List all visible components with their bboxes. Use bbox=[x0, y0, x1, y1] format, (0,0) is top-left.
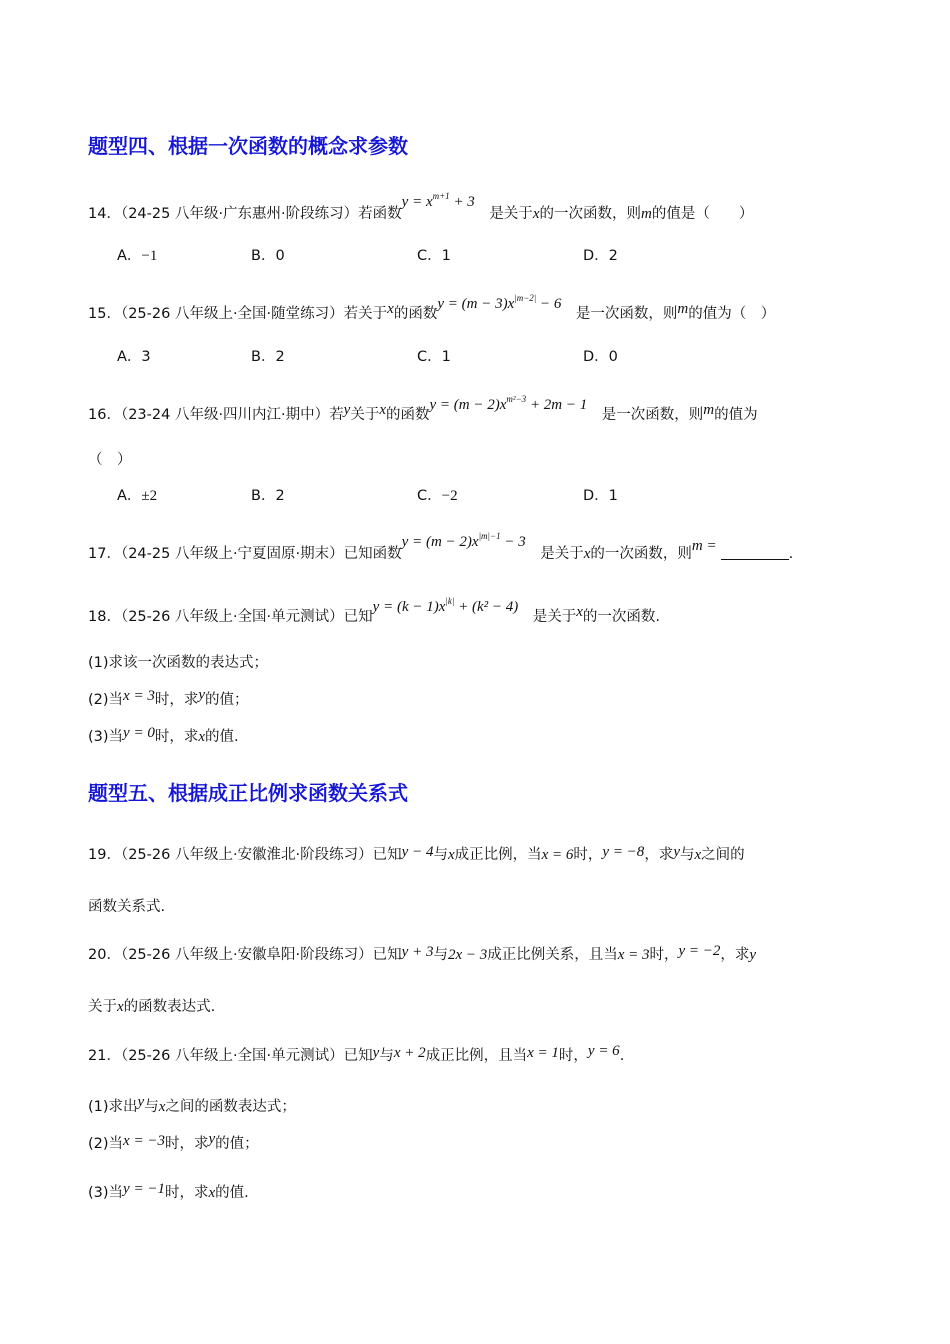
formula bbox=[429, 394, 588, 413]
question-text: 已知 bbox=[343, 609, 373, 625]
question-text: 成正比例，当 bbox=[454, 847, 542, 863]
option-a bbox=[117, 347, 151, 367]
variable: x bbox=[447, 847, 455, 863]
math-expression: y = −2 bbox=[678, 943, 721, 959]
variable: x bbox=[208, 1185, 216, 1201]
question-text: 若 bbox=[329, 407, 344, 423]
sub-question-2 bbox=[88, 1131, 259, 1154]
formula-exponent: m²−3 bbox=[506, 394, 527, 404]
option-label: C． bbox=[417, 488, 442, 504]
question-text: 是一次函数，则 bbox=[601, 407, 704, 423]
variable: x bbox=[198, 729, 205, 745]
math-expression: x = 1 bbox=[527, 1045, 559, 1061]
formula-exponent: |k| bbox=[445, 596, 455, 606]
question-19 bbox=[88, 845, 745, 865]
option-label: B． bbox=[251, 488, 276, 504]
question-number: 17． bbox=[88, 546, 121, 562]
option-value: 2 bbox=[275, 349, 285, 365]
variable: x bbox=[158, 1099, 166, 1115]
formula-base: y = (m − 3)x bbox=[437, 296, 515, 312]
question-text: ，求 bbox=[644, 847, 674, 863]
sub-text: 与 bbox=[144, 1099, 159, 1115]
answer-blank[interactable] bbox=[721, 545, 789, 560]
sub-text: 时，求 bbox=[164, 1136, 209, 1152]
section-heading-4: 题型四、根据一次函数的概念求参数 bbox=[88, 134, 408, 158]
formula-exponent: |m|−1 bbox=[478, 531, 501, 541]
formula-base: y = (m − 2)x bbox=[401, 534, 479, 550]
option-label: A． bbox=[117, 488, 142, 504]
option-b bbox=[251, 347, 285, 367]
formula-base: y = (k − 1)x bbox=[372, 599, 446, 615]
option-value: ±2 bbox=[141, 488, 158, 504]
sub-text: (3)当 bbox=[88, 729, 124, 745]
sub-text: (2)当 bbox=[88, 1136, 124, 1152]
sub-question-1: (1)求该一次函数的表达式； bbox=[88, 655, 269, 671]
option-label: B． bbox=[251, 248, 276, 264]
question-text: 是关于 bbox=[489, 206, 533, 222]
option-c bbox=[417, 486, 458, 506]
formula-tail: + 3 bbox=[449, 194, 475, 210]
option-label: A． bbox=[117, 248, 142, 264]
question-text: 关于 bbox=[350, 407, 380, 423]
variable: m bbox=[703, 402, 715, 418]
formula-exponent: |m−2| bbox=[514, 293, 537, 303]
question-text: 与 bbox=[433, 947, 448, 963]
question-source: （23-24 八年级·四川内江·期中） bbox=[120, 407, 330, 423]
question-text: 时， bbox=[558, 1048, 588, 1064]
answer-parens: （ ） bbox=[88, 452, 132, 468]
sub-text: 时，求 bbox=[154, 692, 199, 708]
math-expression: x = 6 bbox=[541, 847, 574, 863]
option-value: 1 bbox=[441, 248, 451, 264]
question-text: 成正比例，且当 bbox=[425, 1048, 528, 1064]
question-text: 已知函数 bbox=[343, 546, 402, 562]
variable: x bbox=[379, 402, 387, 418]
sub-text: 的值； bbox=[215, 1136, 259, 1152]
math-expression: x = −3 bbox=[123, 1133, 165, 1149]
option-label: B． bbox=[251, 349, 276, 365]
sub-text: 之间的函数表达式； bbox=[165, 1099, 296, 1115]
question-text: 若关于 bbox=[343, 306, 388, 322]
sub-text: 时，求 bbox=[154, 729, 199, 745]
option-value: 2 bbox=[608, 248, 618, 264]
math-expression: x + 2 bbox=[393, 1045, 426, 1061]
question-text: 已知 bbox=[372, 947, 402, 963]
question-text: 若函数 bbox=[358, 206, 402, 222]
math-expression: y − 4 bbox=[401, 844, 434, 860]
option-a bbox=[117, 246, 157, 266]
option-value: 1 bbox=[608, 488, 618, 504]
formula-base: y = x bbox=[401, 194, 433, 210]
question-text: 的值是（ ） bbox=[651, 206, 754, 222]
variable: x bbox=[583, 546, 591, 562]
variable: y bbox=[343, 402, 351, 418]
option-label: A． bbox=[117, 349, 142, 365]
question-text: 成正比例关系，且当 bbox=[487, 947, 618, 963]
variable: x bbox=[576, 604, 583, 620]
math-expression: y + 3 bbox=[401, 944, 434, 960]
question-20 bbox=[88, 945, 756, 965]
question-number: 21． bbox=[88, 1048, 121, 1064]
sub-text: 的值； bbox=[205, 692, 249, 708]
question-text: 与 bbox=[433, 847, 448, 863]
section-heading-5: 题型五、根据成正比例求函数关系式 bbox=[88, 781, 408, 805]
formula bbox=[401, 531, 526, 550]
question-source: （25-26 八年级上·全国·单元测试） bbox=[120, 1048, 344, 1064]
question-source: （25-26 八年级上·安徽淮北·阶段练习） bbox=[120, 847, 373, 863]
question-text: . bbox=[619, 1048, 625, 1064]
variable: x bbox=[694, 847, 702, 863]
formula bbox=[401, 191, 475, 210]
sub-text: 的值. bbox=[215, 1185, 249, 1201]
question-text: 已知 bbox=[343, 1048, 373, 1064]
question-source: （25-26 八年级上·全国·随堂练习） bbox=[120, 306, 344, 322]
variable: m = bbox=[691, 538, 717, 554]
option-value: −2 bbox=[441, 488, 458, 504]
variable: y bbox=[208, 1131, 216, 1147]
option-d bbox=[583, 486, 618, 506]
math-expression: y = 0 bbox=[123, 725, 155, 741]
variable: y bbox=[198, 687, 205, 703]
math-expression: x = 3 bbox=[617, 947, 650, 963]
question-source: （25-26 八年级上·安徽阜阳·阶段练习） bbox=[120, 947, 373, 963]
question-15 bbox=[88, 293, 776, 324]
variable: y bbox=[372, 1045, 380, 1061]
option-label: C． bbox=[417, 248, 442, 264]
variable: x bbox=[532, 206, 540, 222]
question-14 bbox=[88, 191, 754, 224]
question-18 bbox=[88, 596, 661, 627]
variable: x bbox=[117, 999, 124, 1015]
formula-tail: − 6 bbox=[536, 296, 562, 312]
question-number: 15． bbox=[88, 306, 121, 322]
sub-question-3 bbox=[88, 1183, 249, 1203]
option-value: −1 bbox=[141, 248, 158, 264]
formula-exponent: m+1 bbox=[432, 191, 450, 201]
math-expression: 2x − 3 bbox=[447, 947, 488, 963]
formula bbox=[437, 293, 562, 312]
question-text: 已知 bbox=[372, 847, 402, 863]
variable: y bbox=[673, 844, 680, 860]
question-text: 与 bbox=[679, 847, 695, 863]
option-b bbox=[251, 246, 285, 266]
option-label: D． bbox=[583, 349, 609, 365]
question-text: 之间的 bbox=[701, 847, 745, 863]
option-label: D． bbox=[583, 488, 609, 504]
question-text: 关于 bbox=[88, 999, 117, 1015]
question-17 bbox=[88, 531, 794, 564]
question-text: 的一次函数，则 bbox=[590, 546, 692, 562]
option-label: C． bbox=[417, 349, 442, 365]
formula bbox=[372, 596, 519, 615]
question-text: 时， bbox=[573, 847, 603, 863]
formula-tail: + (k² − 4) bbox=[454, 599, 519, 615]
question-text: 的值为（ ） bbox=[688, 306, 776, 322]
question-text: 的一次函数，则 bbox=[539, 206, 641, 222]
question-21 bbox=[88, 1043, 625, 1066]
sub-text: (1)求出 bbox=[88, 1099, 138, 1115]
question-20-line-2 bbox=[88, 997, 215, 1017]
question-number: 18． bbox=[88, 609, 121, 625]
question-text: 的函数 bbox=[393, 306, 438, 322]
question-text: 是关于 bbox=[532, 609, 577, 625]
question-text: . bbox=[788, 546, 794, 562]
option-a bbox=[117, 486, 157, 506]
option-value: 1 bbox=[441, 349, 451, 365]
sub-text: 时，求 bbox=[164, 1185, 209, 1201]
question-text: 的函数 bbox=[386, 407, 430, 423]
variable: m bbox=[640, 206, 652, 222]
sub-text: (3)当 bbox=[88, 1185, 124, 1201]
question-source: （24-25 八年级·广东惠州·阶段练习） bbox=[120, 206, 359, 222]
option-d bbox=[583, 347, 618, 367]
question-text: 的一次函数. bbox=[582, 609, 661, 625]
option-c bbox=[417, 246, 451, 266]
question-text: 的函数表达式. bbox=[123, 999, 216, 1015]
option-value: 0 bbox=[275, 248, 285, 264]
option-value: 0 bbox=[608, 349, 618, 365]
math-expression: y = 6 bbox=[587, 1043, 620, 1059]
option-label: D． bbox=[583, 248, 609, 264]
variable: m bbox=[677, 301, 689, 317]
sub-question-3 bbox=[88, 727, 239, 747]
sub-question-1 bbox=[88, 1094, 296, 1117]
question-number: 14． bbox=[88, 206, 121, 222]
option-value: 2 bbox=[275, 488, 285, 504]
question-number: 20． bbox=[88, 947, 121, 963]
variable: y bbox=[137, 1094, 145, 1110]
option-d bbox=[583, 246, 618, 266]
sub-question-2 bbox=[88, 687, 249, 710]
question-text: 的值为 bbox=[714, 407, 758, 423]
question-16 bbox=[88, 394, 758, 425]
math-expression: x = 3 bbox=[123, 688, 155, 704]
question-text: ，求 bbox=[720, 947, 750, 963]
option-value: 3 bbox=[141, 349, 151, 365]
question-number: 16． bbox=[88, 407, 121, 423]
option-b bbox=[251, 486, 285, 506]
question-text: 是一次函数，则 bbox=[575, 306, 678, 322]
variable: x bbox=[387, 301, 394, 317]
formula-tail: + 2m − 1 bbox=[526, 397, 588, 413]
variable: y bbox=[749, 947, 757, 963]
question-text: 是关于 bbox=[540, 546, 584, 562]
sub-text: 的值. bbox=[205, 729, 239, 745]
question-source: （24-25 八年级上·宁夏固原·期末） bbox=[120, 546, 344, 562]
formula-tail: − 3 bbox=[500, 534, 526, 550]
question-source: （25-26 八年级上·全国·单元测试） bbox=[120, 609, 344, 625]
math-expression: y = −1 bbox=[123, 1181, 165, 1197]
sub-text: (2)当 bbox=[88, 692, 124, 708]
math-expression: y = −8 bbox=[602, 844, 645, 860]
option-c bbox=[417, 347, 451, 367]
question-text: 与 bbox=[379, 1048, 394, 1064]
question-19-line-2: 函数关系式. bbox=[88, 899, 166, 915]
formula-base: y = (m − 2)x bbox=[429, 397, 507, 413]
question-text: 时， bbox=[649, 947, 679, 963]
question-number: 19． bbox=[88, 847, 121, 863]
